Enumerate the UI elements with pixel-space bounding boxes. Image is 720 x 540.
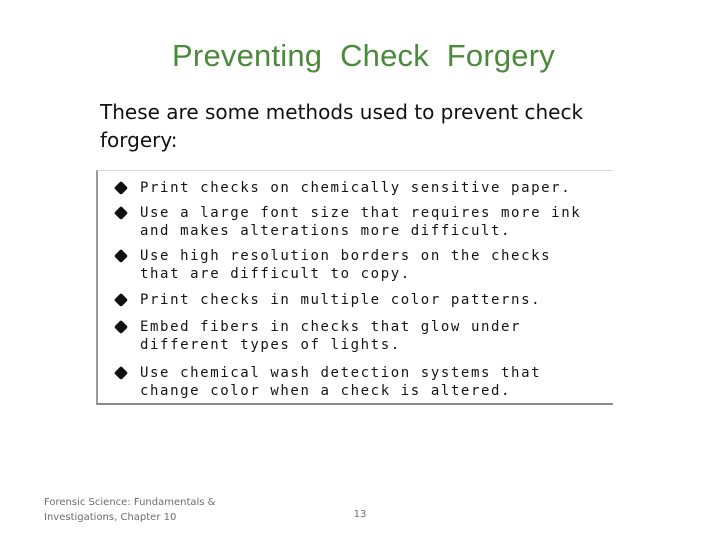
method-text: Embed fibers in checks that glow under different types of lights.	[140, 319, 522, 353]
footer-source: Forensic Science: Fundamentals & Investigations, Chapter 10	[44, 497, 216, 523]
slide-title: Preventing Check Forgery	[172, 38, 555, 73]
intro-text: These are some methods used to prevent check forgery:	[100, 100, 584, 152]
method-text: Print checks on chemically sensitive paper.	[140, 180, 572, 196]
methods-panel	[96, 170, 613, 405]
method-text: Print checks in multiple color patterns.	[140, 292, 542, 308]
diamond-bullet-icon	[114, 249, 128, 263]
method-text: Use high resolution borders on the checks that are difficult to copy.	[140, 248, 552, 282]
method-text: Use a large font size that requires more ink and makes alterations more difficult.	[140, 205, 582, 239]
diamond-bullet-icon	[114, 293, 128, 307]
diamond-bullet-icon	[114, 206, 128, 220]
diamond-bullet-icon	[114, 320, 128, 334]
diamond-bullet-icon	[114, 181, 128, 195]
diamond-bullet-icon	[114, 366, 128, 380]
method-text: Use chemical wash detection systems that change color when a check is altered.	[140, 365, 542, 399]
page-number: 13	[353, 509, 367, 520]
